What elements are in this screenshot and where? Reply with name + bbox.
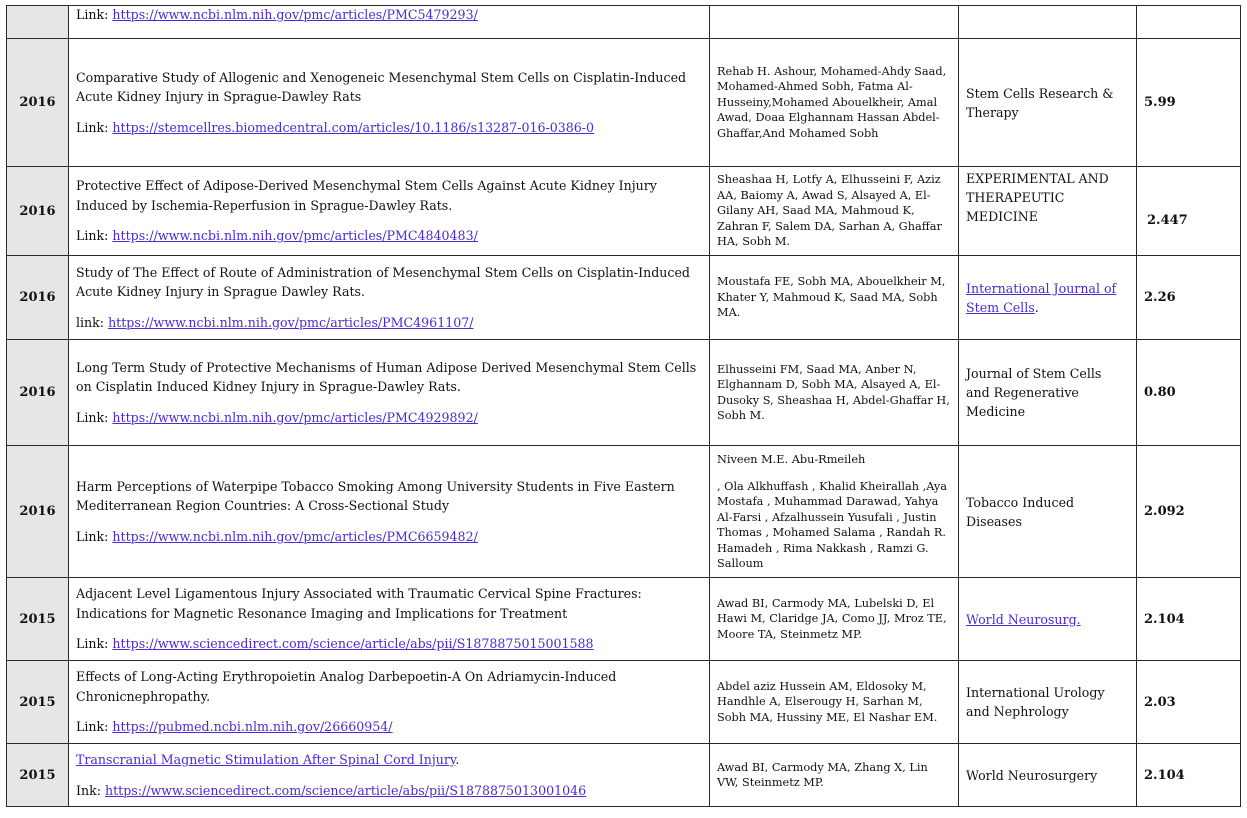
article-title: Harm Perceptions of Waterpipe Tobacco Smoking Among University Students in Five Eastern Mediterranean Region Countries: A Cross-Sectional Study (76, 478, 675, 514)
impact-factor-cell: 5.99 (1137, 39, 1241, 167)
authors-cell (710, 6, 959, 39)
journal-link[interactable]: World Neurosurg. (966, 611, 1081, 627)
journal-cell: EXPERIMENTAL AND THERAPEUTIC MEDICINE (959, 167, 1137, 256)
journal-cell (959, 578, 1137, 661)
link-label: Link: (76, 7, 109, 22)
link-label: Link: (76, 409, 109, 425)
link-label: link: (76, 314, 105, 330)
article-link[interactable]: https://www.ncbi.nlm.nih.gov/pmc/articles/PMC4840483/ (112, 228, 478, 244)
journal-link[interactable]: International Journal of Stem Cells (966, 280, 1117, 315)
article-link[interactable]: https://pubmed.ncbi.nlm.nih.gov/26660954/ (112, 719, 393, 735)
journal-cell: International Urology and Nephrology (959, 661, 1137, 744)
journal-cell: International Journal of Stem Cells. (959, 256, 1137, 340)
impact-factor-cell: 2.447 (1137, 167, 1241, 256)
title-cell (69, 6, 710, 39)
article-link[interactable]: https://www.ncbi.nlm.nih.gov/pmc/articles/PMC4929892/ (112, 409, 478, 425)
year-cell: 2016 (7, 39, 69, 167)
year-cell: 2016 (7, 446, 69, 578)
impact-factor-cell: 2.03 (1137, 661, 1241, 744)
table-row (7, 661, 1241, 744)
impact-factor-cell: 2.104 (1137, 744, 1241, 807)
title-cell (69, 446, 710, 578)
article-title: Protective Effect of Adipose-Derived Mesenchymal Stem Cells Against Acute Kidney Injury Induced by Ischemia-Reperfusion in Sprague-Dawley Rats. (76, 178, 657, 213)
year-cell: 2016 (7, 340, 69, 446)
article-link[interactable]: https://www.ncbi.nlm.nih.gov/pmc/articles/PMC5479293/ (112, 7, 478, 22)
year-cell: 2016 (7, 256, 69, 340)
impact-factor-cell: 2.26 (1137, 256, 1241, 340)
link-label: Ink: (76, 782, 101, 798)
table-row (7, 256, 1241, 340)
authors-cell: Rehab H. Ashour, Mohamed-Ahdy Saad, Mohamed-Ahmed Sobh, Fatma Al-Husseiny,Mohamed Abouelkheir, Amal Awad, Doaa Elghannam Hassan Abdel-Ghaffar,And Mohamed Sobh (710, 39, 959, 167)
table-row (7, 39, 1241, 167)
link-label: Link: (76, 119, 109, 135)
year-cell: 2016 (7, 167, 69, 256)
article-link[interactable]: https://www.sciencedirect.com/science/article/abs/pii/S1878875015001588 (112, 636, 594, 652)
title-cell (69, 340, 710, 446)
article-link[interactable]: https://stemcellres.biomedcentral.com/articles/10.1186/s13287-016-0386-0 (112, 119, 595, 135)
title-cell (69, 256, 710, 340)
journal-cell: Journal of Stem Cells and Regenerative Medicine (959, 340, 1137, 446)
impact-factor-cell: 0.80 (1137, 340, 1241, 446)
title-cell (69, 39, 710, 167)
table-row (7, 6, 1241, 39)
article-title: Comparative Study of Allogenic and Xenogeneic Mesenchymal Stem Cells on Cisplatin-Induced Acute Kidney Injury in Sprague-Dawley Rats (76, 69, 687, 105)
co-authors: , Ola Alkhuffash , Khalid Kheirallah ,Aya Mostafa , Muhammad Darawad, Yahya Al-Farsi , Afzalhussein Yusufali , Justin Thomas , Mohamed Salama , Randah R. Hamadeh , Rima Nakkash , Ramzi G. Salloum (717, 479, 948, 571)
table-row (7, 340, 1241, 446)
publications-table (6, 5, 1241, 807)
year-cell: 2015 (7, 661, 69, 744)
title-cell (69, 661, 710, 744)
article-title: Effects of Long-Acting Erythropoietin Analog Darbepoetin-A On Adriamycin-Induced Chronicnephropathy. (76, 669, 617, 704)
journal-cell: Stem Cells Research & Therapy (959, 39, 1137, 167)
journal-cell (959, 6, 1137, 39)
impact-factor-cell: 2.104 (1137, 578, 1241, 661)
article-link[interactable]: https://www.sciencedirect.com/science/article/abs/pii/S1878875013001046 (104, 782, 587, 798)
table-row (7, 446, 1241, 578)
table-row (7, 167, 1241, 256)
authors-cell: Elhusseini FM, Saad MA, Anber N, Elghannam D, Sobh MA, Alsayed A, El-Dusoky S, Sheashaa H, Abdel-Ghaffar H, Sobh M. (710, 340, 959, 446)
table-row (7, 578, 1241, 661)
article-title: Adjacent Level Ligamentous Injury Associated with Traumatic Cervical Spine Fractures: Indications for Magnetic Resonance Imaging and Implications for Treatment (76, 586, 642, 621)
authors-cell: Awad BI, Carmody MA, Lubelski D, El Hawi M, Claridge JA, Como JJ, Mroz TE, Moore TA, Steinmetz MP. (710, 578, 959, 661)
authors-cell: Abdel aziz Hussein AM, Eldosoky M, Handhle A, Elserougy H, Sarhan M, Sobh MA, Hussiny ME, El Nashar EM. (710, 661, 959, 744)
year-cell: 2015 (7, 744, 69, 807)
authors-cell: Sheashaa H, Lotfy A, Elhusseini F, Aziz AA, Baiomy A, Awad S, Alsayed A, El-Gilany AH, Saad MA, Mahmoud K, Zahran F, Salem DA, Sarhan A, Ghaffar HA, Sobh M. (710, 167, 959, 256)
table-row (7, 744, 1241, 807)
year-cell (7, 6, 69, 39)
article-link[interactable]: https://www.ncbi.nlm.nih.gov/pmc/articles/PMC4961107/ (108, 314, 474, 330)
article-title-link[interactable]: Transcranial Magnetic Stimulation After Spinal Cord Injury (76, 752, 456, 767)
authors-cell (710, 446, 959, 578)
article-title: Long Term Study of Protective Mechanisms of Human Adipose Derived Mesenchymal Stem Cells on Cisplatin Induced Kidney Injury in Sprague-Dawley Rats. (76, 359, 697, 395)
title-cell (69, 578, 710, 661)
journal-cell: Tobacco Induced Diseases (959, 446, 1137, 578)
impact-factor-cell (1137, 6, 1241, 39)
year-cell: 2015 (7, 578, 69, 661)
link-label: Link: (76, 228, 109, 244)
journal-cell: World Neurosurgery (959, 744, 1137, 807)
title-cell: Transcranial Magnetic Stimulation After Spinal Cord Injury. Ink: https://www.sciencedirect.com/science/article/abs/pii/S1878875013001046 (69, 744, 710, 807)
link-label: Link: (76, 636, 109, 652)
link-label: Link: (76, 528, 109, 544)
lead-author: Niveen M.E. Abu-Rmeileh (717, 452, 866, 466)
article-title: Study of The Effect of Route of Administration of Mesenchymal Stem Cells on Cisplatin-Induced Acute Kidney Injury in Sprague Dawley Rats. (76, 264, 690, 300)
impact-factor-cell: 2.092 (1137, 446, 1241, 578)
title-cell (69, 167, 710, 256)
authors-cell: Awad BI, Carmody MA, Zhang X, Lin VW, Steinmetz MP. (710, 744, 959, 807)
authors-cell: Moustafa FE, Sobh MA, Abouelkheir M, Khater Y, Mahmoud K, Saad MA, Sobh MA. (710, 256, 959, 340)
article-link[interactable]: https://www.ncbi.nlm.nih.gov/pmc/articles/PMC6659482/ (112, 528, 478, 544)
link-label: Link: (76, 719, 109, 735)
